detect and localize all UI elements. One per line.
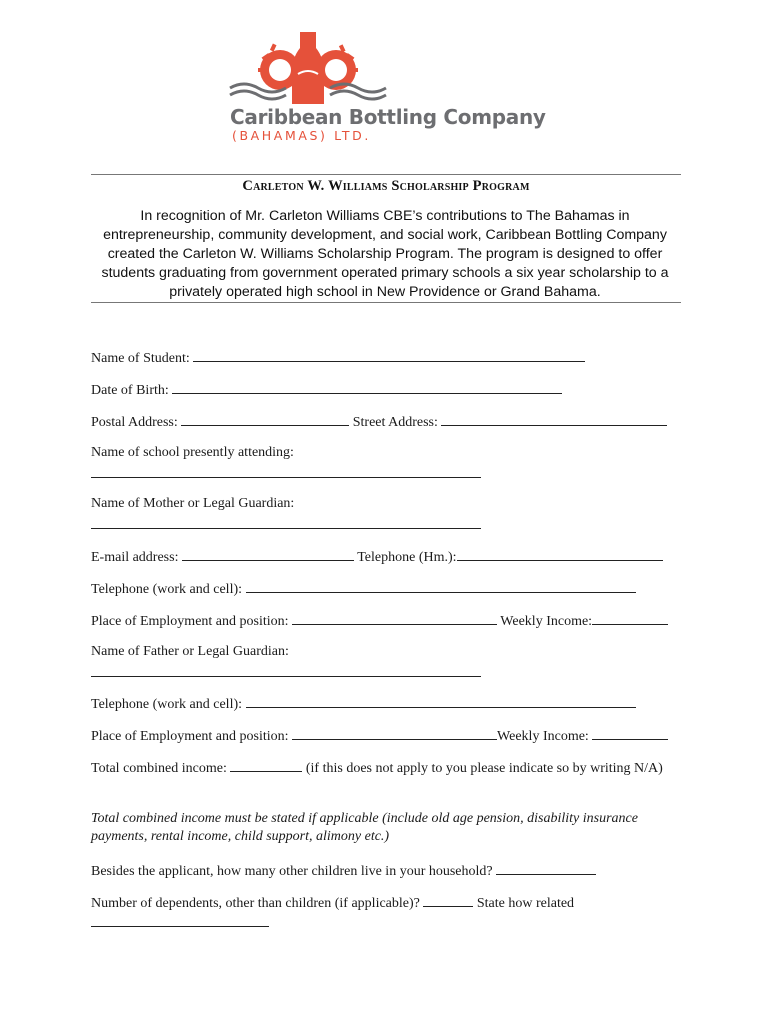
- dependents-field[interactable]: [423, 893, 473, 907]
- state-related-label: State how related: [476, 896, 575, 911]
- other-children-field[interactable]: [496, 861, 596, 875]
- father-phone-row: [91, 694, 636, 714]
- total-income-row: [91, 758, 671, 778]
- logo-subtitle: (BAHAMAS) LTD.: [232, 128, 371, 143]
- weekly-income-field-2[interactable]: [592, 726, 668, 740]
- father-employment-row: [91, 726, 668, 746]
- father-guardian-field[interactable]: [91, 676, 481, 677]
- mother-phone-row: [91, 579, 636, 599]
- dependents-label: Number of dependents, other than children (if applicable)?: [91, 896, 420, 911]
- student-name-row: [91, 348, 585, 368]
- telephone-work-cell-field-2[interactable]: [246, 694, 636, 708]
- weekly-income-field-1[interactable]: [592, 611, 668, 625]
- dob-row: [91, 380, 562, 400]
- mother-guardian-field[interactable]: [91, 528, 481, 529]
- mother-employment-row: [91, 611, 668, 631]
- top-rule: [91, 174, 681, 175]
- dob-label: Date of Birth:: [91, 383, 169, 398]
- employment-position-field-2[interactable]: [292, 726, 497, 740]
- total-income-label: Total combined income:: [91, 761, 227, 776]
- employment-position-label-2: Place of Employment and position:: [91, 729, 289, 744]
- total-income-field[interactable]: [230, 758, 302, 772]
- income-instruction: Total combined income must be stated if applicable (include old age pension, disability insurance payments, rental income, child support, alimony etc.): [91, 811, 638, 844]
- intro-rule: [91, 302, 681, 303]
- telephone-home-label: Telephone (Hm.):: [357, 550, 457, 565]
- employment-position-label-1: Place of Employment and position:: [91, 614, 289, 629]
- intro-paragraph: In recognition of Mr. Carleton Williams CBE’s contributions to The Bahamas in entrepreneurship, community development, and social work, Caribbean Bottling Company created the Carleton W. Williams Scholarship Program. The program is designed to offer students graduating from government operated primary schools a six year scholarship to a privately operated high school in New Providence or Grand Bahama.: [101, 208, 669, 300]
- mother-label-row: [91, 495, 294, 513]
- total-income-note: (if this does not apply to you please indicate so by writing N/A): [305, 761, 663, 776]
- logo-company-name: Caribbean Bottling Company: [230, 105, 546, 129]
- email-field[interactable]: [182, 547, 354, 561]
- telephone-home-field[interactable]: [457, 547, 663, 561]
- telephone-work-cell-label-1: Telephone (work and cell):: [91, 582, 243, 597]
- telephone-work-cell-label-2: Telephone (work and cell):: [91, 697, 243, 712]
- other-children-label: Besides the applicant, how many other children live in your household?: [91, 864, 493, 879]
- mother-guardian-label: Name of Mother or Legal Guardian:: [91, 496, 295, 511]
- company-logo: [228, 30, 568, 143]
- father-guardian-label: Name of Father or Legal Guardian:: [91, 644, 289, 659]
- dob-field[interactable]: [172, 380, 562, 394]
- weekly-income-label-2: Weekly Income:: [497, 729, 589, 744]
- email-label: E-mail address:: [91, 550, 179, 565]
- student-name-label: Name of Student:: [91, 351, 190, 366]
- weekly-income-label-1: Weekly Income:: [500, 614, 593, 629]
- street-address-label: Street Address:: [352, 415, 438, 430]
- school-label: Name of school presently attending:: [91, 445, 294, 460]
- page-title: Carleton W. Williams Scholarship Program: [242, 178, 530, 194]
- school-field[interactable]: [91, 477, 481, 478]
- dependents-row: [91, 893, 574, 913]
- address-row: [91, 412, 667, 432]
- student-name-field[interactable]: [193, 348, 585, 362]
- employment-position-field-1[interactable]: [292, 611, 497, 625]
- other-children-row: [91, 861, 596, 881]
- telephone-work-cell-field-1[interactable]: [246, 579, 636, 593]
- state-related-field[interactable]: [91, 926, 269, 927]
- father-label-row: [91, 643, 289, 661]
- postal-address-field[interactable]: [181, 412, 349, 426]
- bottle-logo-icon: [228, 30, 568, 110]
- school-label-row: [91, 444, 294, 462]
- postal-address-label: Postal Address:: [91, 415, 178, 430]
- street-address-field[interactable]: [441, 412, 667, 426]
- email-row: [91, 547, 663, 567]
